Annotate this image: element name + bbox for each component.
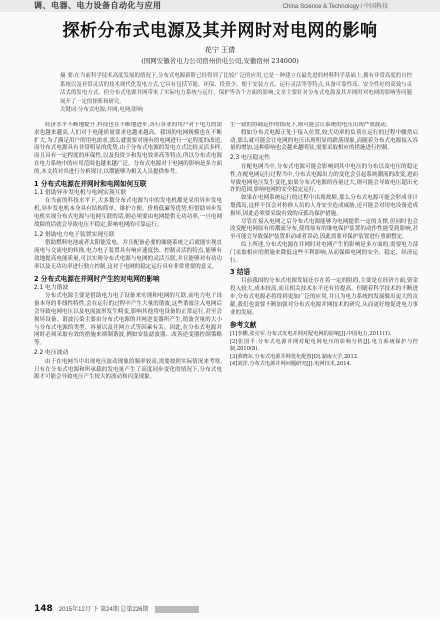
body-paragraph: 尽管在接入电网之后分布式电源能够为电网提供一定的支撑,但同时也会改变配电网原有的潮流分布,使得原有的继电保护装置的动作性能受到影响,甚至可能会导致保护装置拒动或者误动,因此需要对保护装置进行重新整定。 [230,218,418,241]
body-paragraph: 分布式电源主要是借助电力电子设备来实现和电网的互联,而电力电子设备本身的非线性特性,会在运行的过程中产生大量的谐波,这些谐波注入电网后会导致电网电压以及电流波形发生畸变,影响其他用电设备的正常运行,甚至会损坏设备。谐波污染主要由分布式电源的并网逆变器所产生,谐波含量的大小与分布式电源的类型、容量以及并网方式等因素有关。因此,在分布式电源并网时必须采取有效的措施来抑制谐波,例如安装滤波器、改善逆变器控制策略等。 [34,293,222,347]
subsection-heading-2-1: 2.1 电力谐波 [34,284,69,291]
subsection-heading-1-1: 1.1 借助异步发电机与电网实现互联 [34,189,127,196]
footer-decoration-bar [155,606,199,613]
subsection-heading-2-3: 2.3 电压稳定性 [230,155,271,162]
left-column [34,122,222,620]
reference-item: [4]刘洋.分布式电源并网问题研究[J].电网技术,2014. [230,360,352,367]
footer-journal-issue: 2015年12月 下 第24期 总第226期 [58,607,149,613]
page-footer [34,604,199,614]
paper-keywords: 关键词:分布式电源;并网;电网;影响 [60,107,143,113]
body-paragraph: 目前我国的分布式电源发展还存在着一定的阻碍,主要是在经济方面,资金投入较大,成本较高,而且相关技术水平还有待提高。但随着科学技术的不断进步,分布式电源必将得到更加广泛的应用,并且为电力系统的发展做出更大的贡献,我们也需要不断加强对分布式电源并网技术的研究,从而更好地促进电力事业的发展。 [230,278,418,316]
right-column [230,122,418,620]
body-paragraph: 生一致的协调运作的情况下,则可能会让系统的电压出现严重波动。 [230,122,392,128]
body-paragraph: 综上所述,分布式电源在并网时对电网产生的影响是多方面的,需要电力部门采取相应的措施来降低这些不利影响,从而保障电网的安全、稳定、经济运行。 [230,241,418,264]
paper-affiliation: (国网安徽省电力公司宿州供电公司,安徽宿州 234000) [141,57,299,65]
references-heading: 参考文献 [230,321,257,330]
body-paragraph: 由于在电网当中出现电压波动现象的频率较高,需要按照实际情况来考察,只有在分布式电源和所承载的发电量产生了高度同步变化的情况下,分布式电源才可能会导致电压产生较大的波动和闪变现象。 [34,358,222,381]
reference-item: [2]张国平.分布式电源并网对配电网电压的影响分析[J].电力系统保护与控制,2010(8). [230,338,418,353]
body-paragraph: 在当前的科技水平下,大多数分布式电源当中的发电机都是采用异步发电机,异步发电机本身具有结构简单、维护方便、价格低廉等优势,但借助异步发电机实现分布式电源与电网互联的话,则必须要由电网提供无功功率,一旦电网故障的话就会导致电压不稳定,影响电网的可靠运行。 [34,198,222,228]
page-number: 148 [34,604,53,614]
subsection-heading-1-2: 1.2 借助电力电子装置实现互联 [34,231,115,238]
reference-item: [3]黄晓东.分布式电源并网优化配置[D].湖南大学,2012. [230,353,359,360]
paper-title: 探析分布式电源及其并网时对电网的影响 [62,21,378,41]
header-journal-name: China Science & Technology / 中国科技 [282,4,388,10]
running-header [0,0,440,12]
body-paragraph: 借助燃料电池或者太阳能发电、并且配备必要的储能系统之后就能实现直流电与交流电的转换,电力电子装置具有响应速度快、控制灵活的特点,能够有效地提高电能质量,可以实现分布式电源与电网的灵活互联,并且能够对有功功率以及无功功率进行独立控制,这对于电网的稳定运行具有非常重要的意义。 [34,240,222,270]
paper-authors: 花宁 王倩 [204,46,236,54]
intro-paragraph: 经济水平不断地提升,科技也在不断地进步,各行各业的用户对于电力的需求也越来越高,人们对于电能质量要求也越来越高。我国的电网规模也在不断扩大,为了满足用户的用电需求,那么就需要对现有的电网进行一定程度的改造,而分布式电源具有非常明显的优势,由于分布式电源的发电方式比较灵活多样,而且具有一定程度的环保性,以及投资少和发电效率高等特点,所以分布式电源在电力系统中的应用范围也越来越广泛。分布式电源对于电网的影响是多方面的,本文将对其进行分析探讨,以期能够为相关人员提供参考。 [34,122,222,175]
body-paragraph: 如果在电网系统运行的过程中出现故障,那么分布式电源可能会形成非计划孤岛,这样不仅会对检修人员的人身安全造成威胁,还可能会对用电设备造成损坏,因此必须要采取有效的反孤岛保护措施。 [230,195,418,217]
header-section-label: 调、电器、电力设备自动化与应用 [34,0,162,10]
reference-item: [1]李鹏,张亮军.分布式发电并网对配电网的影响[J].中国电力,2011(1). [230,331,392,338]
body-paragraph: 假如分布式电源正处于接入位置,较大功率的负荷在运行的过程中骤然启动,那么就可能会让电网的电压出现明显的跌落现象,而随着分布式电源接入容量的增加,这种影响也会越来越明显,需要采取相应的措施进行控制。 [230,129,418,152]
section-heading-2: 2 分布式电源在并网时产生的对电网的影响 [34,274,160,283]
paper-abstract: 摘 要:在当前科学技术高度发展的情况下,分布式电源新阶已经得到了比较广泛的应用,它是一种建立在最先进的材料科学基础上,拥有非常高度的自控系统以及非常灵活的技术现代化发电方式,它具有包括节能、环保、投资少、便于安装方式、运行灵活等等特点,具备可靠性高、安全性好的高效与灵活式的发电方式。但分布式电源并网带来了实际电力系统与运行、保护等各个方面的影响,文章主要针对分布式电源及其并网时对电网的影响等问题展开了一定的探析和研究。 [60,73,412,105]
body-paragraph: 在配电网当中,分布式电源可能会影响到其中电压的分布以及电压的稳定性,在配电网运行过程当中,分布式电源出力的变化会引起系统潮流的改变,进而导致电网电压发生变化,如果分布式电源的容量过大,则可能会导致电压超出允许的范围,影响电网的安全稳定运行。 [230,163,418,194]
section-heading-3: 3 结语 [230,268,251,277]
section-heading-1: 1 分布式电源在并网时和电网如何互联 [34,179,147,188]
subsection-heading-2-2: 2.2 电压波动 [34,349,69,356]
